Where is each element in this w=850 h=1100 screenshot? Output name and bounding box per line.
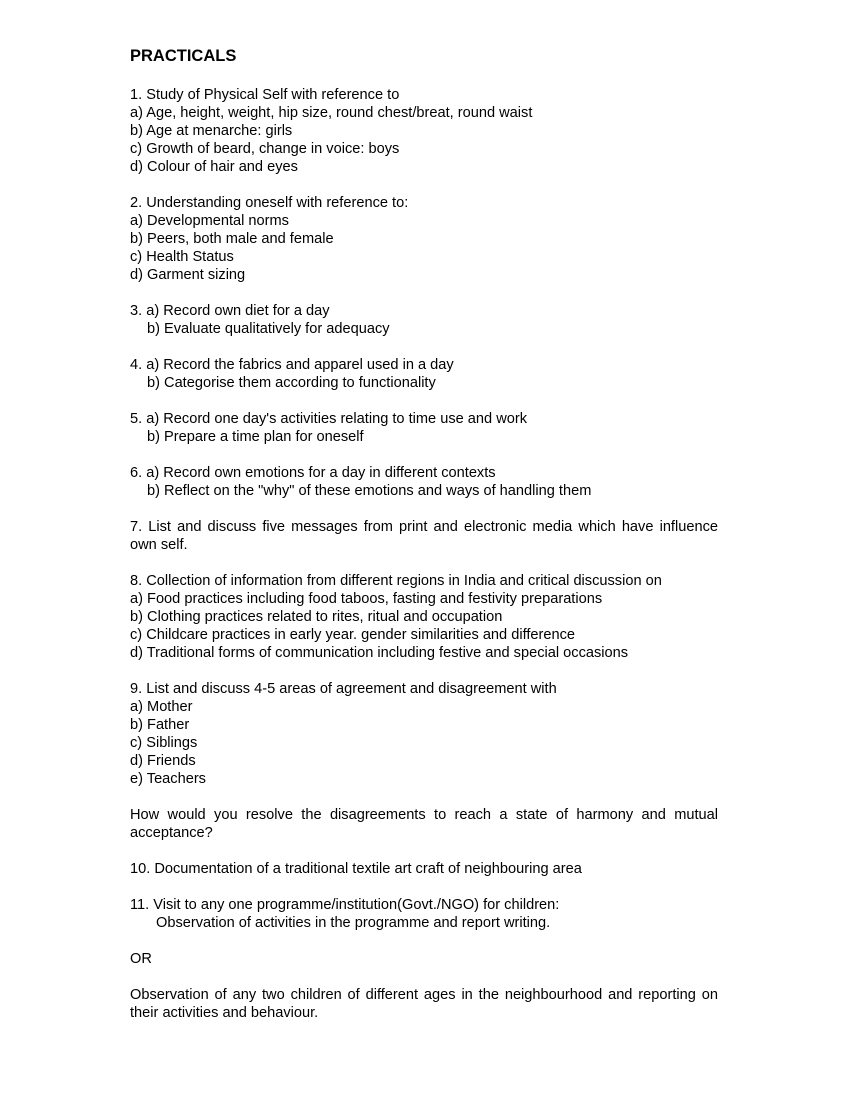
observation-alternative	[130, 986, 718, 1022]
item-9-heading: 9. List and discuss 4-5 areas of agreement and disagreement with	[130, 681, 557, 697]
item-8-a: a) Food practices including food taboos, fasting and festivity preparations	[130, 591, 603, 607]
item-2-a: a) Developmental norms	[130, 213, 289, 229]
practical-item-6	[130, 464, 718, 500]
or-text: OR	[130, 951, 152, 967]
item-4-a: 4. a) Record the fabrics and apparel used in a day	[130, 357, 454, 373]
observation-text: Observation of any two children of different ages in the neighbourhood and reporting on their activities and behaviour.	[130, 987, 718, 1021]
item-6-b: b) Reflect on the "why" of these emotions and ways of handling them	[147, 483, 592, 499]
practical-item-7	[130, 518, 718, 554]
harmony-text: How would you resolve the disagreements to reach a state of harmony and mutual acceptance?	[130, 807, 718, 841]
practical-item-3	[130, 302, 718, 338]
item-9-b: b) Father	[130, 717, 190, 733]
item-1-heading: 1. Study of Physical Self with reference to	[130, 87, 400, 103]
item-3-a: 3. a) Record own diet for a day	[130, 303, 330, 319]
item-1-b: b) Age at menarche: girls	[130, 123, 293, 139]
item-2-c: c) Health Status	[130, 249, 234, 265]
practical-item-8	[130, 572, 718, 662]
item-6-a: 6. a) Record own emotions for a day in different contexts	[130, 465, 496, 481]
item-5-b: b) Prepare a time plan for oneself	[147, 429, 364, 445]
item-8-heading: 8. Collection of information from different regions in India and critical discussion on	[130, 573, 662, 589]
item-5-a: 5. a) Record one day's activities relating to time use and work	[130, 411, 528, 427]
item-10-text: 10. Documentation of a traditional textile art craft of neighbouring area	[130, 861, 582, 877]
practical-item-11	[130, 896, 718, 932]
practical-item-9	[130, 680, 718, 788]
item-11-heading: 11. Visit to any one programme/institution(Govt./NGO) for children:	[130, 897, 560, 913]
item-9-e: e) Teachers	[130, 771, 206, 787]
document-page	[130, 46, 718, 1040]
item-9-a: a) Mother	[130, 699, 193, 715]
item-4-b: b) Categorise them according to functionality	[147, 375, 436, 391]
item-2-d: d) Garment sizing	[130, 267, 246, 283]
item-1-c: c) Growth of beard, change in voice: boys	[130, 141, 400, 157]
item-1-a: a) Age, height, weight, hip size, round chest/breat, round waist	[130, 105, 533, 121]
item-11-sub: Observation of activities in the programme and report writing.	[156, 915, 551, 931]
or-separator	[130, 950, 718, 968]
harmony-question	[130, 806, 718, 842]
practical-item-5	[130, 410, 718, 446]
item-9-d: d) Friends	[130, 753, 196, 769]
item-1-d: d) Colour of hair and eyes	[130, 159, 298, 175]
practical-item-1	[130, 86, 718, 176]
item-8-b: b) Clothing practices related to rites, ritual and occupation	[130, 609, 503, 625]
item-9-c: c) Siblings	[130, 735, 198, 751]
item-8-c: c) Childcare practices in early year. gender similarities and difference	[130, 627, 576, 643]
item-8-d: d) Traditional forms of communication including festive and special occasions	[130, 645, 629, 661]
practical-item-10	[130, 860, 718, 878]
page-title: PRACTICALS	[130, 47, 237, 65]
item-2-b: b) Peers, both male and female	[130, 231, 334, 247]
item-3-b: b) Evaluate qualitatively for adequacy	[147, 321, 390, 337]
item-7-text: 7. List and discuss five messages from print and electronic media which have influence own self.	[130, 519, 718, 553]
practical-item-4	[130, 356, 718, 392]
practical-item-2	[130, 194, 718, 284]
item-2-heading: 2. Understanding oneself with reference to:	[130, 195, 409, 211]
